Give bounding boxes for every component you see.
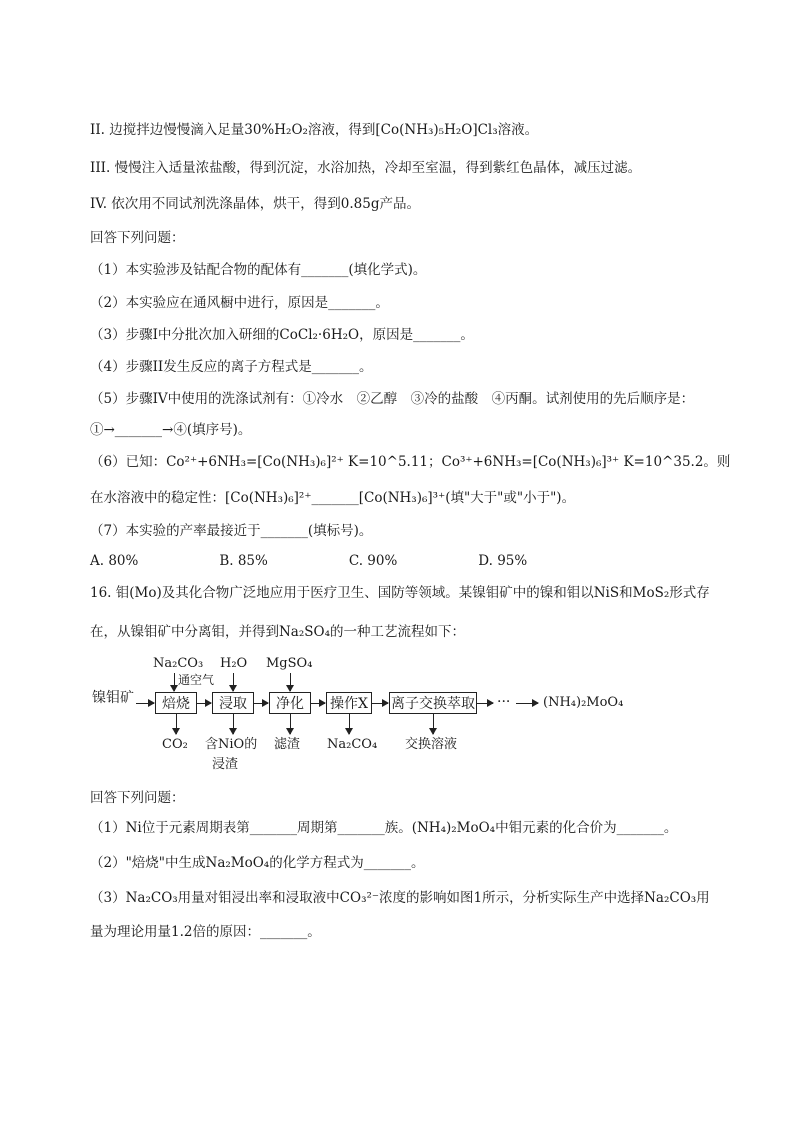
arrow [311,703,325,704]
text-line-l8: （4）步骤II发生反应的离子方程式是_______。 [90,359,373,375]
arrow [254,703,268,704]
text-line-l9: （5）步骤IV中使用的洗涤试剂有：①冷水 ②乙醇 ③冷的盐酸 ④丙酮。试剂使用的先后顺序是： [90,391,695,407]
text-line-l18: （1）Ni位于元素周期表第_______周期第_______族。(NH₄)₂MoO₄中钼元素的化合价为_______。 [90,820,678,836]
step-ion-exchange-box: 离子交换萃取 [389,692,477,714]
flow-end-label: (NH₄)₂MoO₄ [543,695,624,710]
step-purify-box: 净化 [269,692,311,714]
step-leach-box: 浸取 [212,692,254,714]
text-line-l20: （3）Na₂CO₃用量对钼浸出率和浸取液中CO₃²⁻浓度的影响如图1所示，分析实际生产中选择Na₂CO₃用 [90,890,710,906]
text-line-l1: II. 边搅拌边慢慢滴入足量30%H₂O₂溶液，得到[Co(NH₃)₅H₂O]Cl₃溶液。 [90,122,539,138]
text-line-l17: 回答下列问题： [90,790,185,806]
flow-dots: ··· [497,694,511,710]
arrow [477,703,493,704]
arrow [136,703,154,704]
text-line-l12: 在水溶液中的稳定性：[Co(NH₃)₆]²⁺_______[Co(NH₃)₆]³⁺(填"大于"或"小于")。 [90,490,576,506]
text-line-l13: （7）本实验的产率最接近于_______(填标号)。 [90,523,373,539]
input-h2o: H₂O [220,656,248,671]
arrow-down [290,714,291,734]
arrow-down [290,673,291,691]
text-line-l6: （2）本实验应在通风橱中进行，原因是_______。 [90,295,389,311]
text-line-l4: 回答下列问题： [90,230,185,246]
text-line-l5: （1）本实验涉及钴配合物的配体有_______(填化学式)。 [90,262,427,278]
text-line-l3: IV. 依次用不同试剂洗涤晶体，烘干，得到0.85g产品。 [90,196,421,212]
output-na2co4: Na₂CO₄ [327,737,378,752]
arrow-down [233,714,234,734]
step-roast-box: 焙烧 [155,692,197,714]
output-co2: CO₂ [162,737,188,752]
text-line-l15: 16. 钼(Mo)及其化合物广泛地应用于医疗卫生、国防等领域。某镍钼矿中的镍和钼以NiS和MoS₂形式存 [90,585,710,601]
output-exchange-solution: 交换溶液 [405,737,458,752]
arrow-down [233,673,234,691]
arrow-down [174,673,175,691]
arrow [372,703,388,704]
input-mgso4: MgSO₄ [266,656,313,671]
arrow [197,703,211,704]
flow-start-label: 镍钼矿 [92,690,134,706]
input-na2co3: Na₂CO₃ [153,656,204,671]
text-line-l14: A. 80% B. 85% C. 90% D. 95% [90,553,528,569]
text-line-l16: 在，从镍钼矿中分离钼，并得到Na₂SO₄的一种工艺流程如下： [90,624,465,640]
text-line-l19: （2）"焙烧"中生成Na₂MoO₄的化学方程式为_______。 [90,855,425,871]
text-line-l10: ①→_______→④(填序号)。 [90,422,252,438]
arrow-down [176,714,177,734]
arrow-down [433,714,434,734]
text-line-l7: （3）步骤I中分批次加入研细的CoCl₂·6H₂O，原因是_______。 [90,327,474,343]
arrow-down [349,714,350,734]
output-filter-residue: 滤渣 [274,737,301,752]
output-nio-residue-line2: 浸渣 [212,757,239,772]
output-nio-residue-line1: 含NiO的 [205,737,258,752]
input-air: 通空气 [178,673,215,687]
text-line-l2: III. 慢慢注入适量浓盐酸，得到沉淀，水浴加热，冷却至室温，得到紫红色晶体，减压过滤。 [90,160,642,176]
step-operation-x-box: 操作X [326,692,372,714]
text-line-l11: （6）已知：Co²⁺+6NH₃=[Co(NH₃)₆]²⁺ K=10^5.11；Co³⁺+6NH₃=[Co(NH₃)₆]³⁺ K=10^35.2。则 [90,454,731,470]
text-line-l21: 量为理论用量1.2倍的原因：_______。 [90,924,321,940]
arrow [516,703,538,704]
